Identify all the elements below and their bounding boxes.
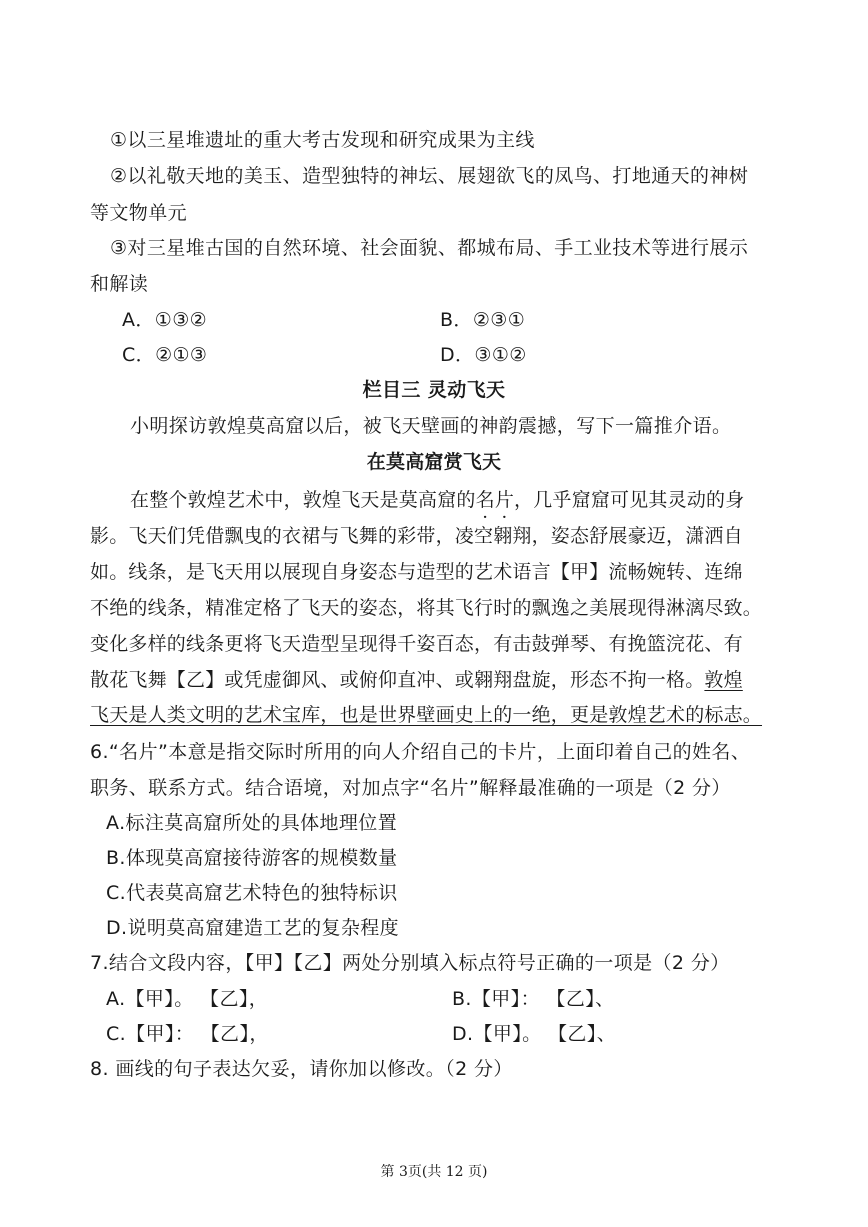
option-item-1: ①以三星堆遗址的重大考古发现和研究成果为主线 — [110, 129, 535, 151]
q6-choice-d: D.说明莫高窟建造工艺的复杂程度 — [106, 917, 400, 939]
q6-choice-c: C.代表莫高窟艺术特色的独特标识 — [106, 882, 398, 904]
q7-choice-c: C.【甲】： 【乙】， — [106, 1023, 269, 1045]
q5-choice-a: A．①③② — [122, 309, 208, 331]
article-line-5: 变化多样的线条更将飞天造型呈现得千姿百态，有击鼓弹琴、有挽篮浣花、有 — [90, 633, 743, 655]
q5-choice-b: B．②③① — [440, 309, 526, 331]
underlined-sentence: 飞天是人类文明的艺术宝库，也是世界壁画史上的一绝，更是敦煌艺术的标志。 — [90, 704, 763, 726]
q6-choice-a: A.标注莫高窟所处的具体地理位置 — [106, 812, 398, 834]
article-line-6-pre: 散花飞舞【乙】或凭虚御风、或俯仰直冲、或翱翔盘旋，形态不拘一格。 — [90, 669, 705, 691]
article-line-1-post: ，几乎窟窟可见其灵动的身 — [514, 489, 745, 511]
option-item-3-cont: 和解读 — [90, 273, 149, 295]
section-title: 栏目三 灵动飞天 — [362, 379, 506, 401]
q6-choice-b: B.体现莫高窟接待游客的规模数量 — [106, 847, 398, 869]
emphasis-dot-pian: 片 — [494, 489, 515, 511]
q6-stem-line-2: 职务、联系方式。结合语境，对加点字“名片”解释最准确的一项是（2 分） — [90, 777, 731, 799]
underlined-sentence-start: 敦煌 — [704, 669, 743, 691]
option-item-2: ②以礼敬天地的美玉、造型独特的神坛、展翅欲飞的凤鸟、打地通天的神树 — [110, 165, 749, 187]
q7-choice-d: D.【甲】。 【乙】、 — [452, 1023, 617, 1045]
article-line-3: 如。线条，是飞天用以展现自身姿态与造型的艺术语言【甲】流畅婉转、连绵 — [90, 561, 743, 583]
q6-stem-line-1: 6.“名片”本意是指交际时所用的向人介绍自己的卡片，上面印着自己的姓名、 — [90, 741, 751, 763]
article-line-1 — [130, 488, 744, 512]
article-title: 在莫高窟赏飞天 — [366, 451, 502, 473]
q7-choice-a: A.【甲】。 【乙】， — [106, 988, 269, 1010]
q5-choice-d: D．③①② — [440, 344, 527, 366]
q5-choice-c: C．②①③ — [122, 344, 208, 366]
page-footer: 第 3页(共 12 页) — [380, 1164, 488, 1180]
article-line-6 — [90, 668, 743, 692]
article-line-2: 影。飞天们凭借飘曳的衣裙与飞舞的彩带，凌空翱翔，姿态舒展豪迈，潇洒自 — [90, 525, 743, 547]
article-line-4: 不绝的线条，精准定格了飞天的姿态，将其飞行时的飘逸之美展现得淋漓尽致。 — [90, 597, 763, 619]
q7-stem: 7.结合文段内容，【甲】【乙】两处分别填入标点符号正确的一项是（2 分） — [90, 952, 730, 974]
section-intro: 小明探访敦煌莫高窟以后，被飞天壁画的神韵震撼，写下一篇推介语。 — [130, 415, 732, 437]
emphasis-dot-ming: 名 — [475, 489, 495, 511]
article-line-1-pre: 在整个敦煌艺术中，敦煌飞天是莫高窟的 — [130, 489, 476, 511]
option-item-2-cont: 等文物单元 — [90, 202, 188, 224]
option-item-3: ③对三星堆古国的自然环境、社会面貌、都城布局、手工业技术等进行展示 — [110, 237, 749, 259]
q7-choice-b: B.【甲】： 【乙】、 — [452, 988, 615, 1010]
q8-stem: 8. 画线的句子表达欠妥，请你加以修改。（2 分） — [90, 1058, 513, 1080]
